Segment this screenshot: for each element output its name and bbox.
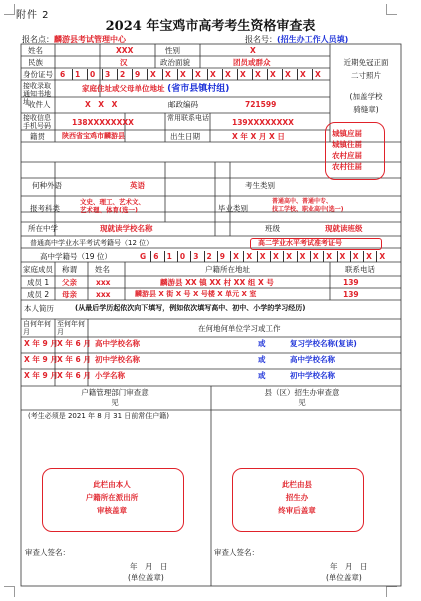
digit-cell: X: [180, 70, 186, 79]
household-review-text: [42, 478, 182, 517]
label-political: 政治面貌: [160, 58, 190, 67]
county-review-line: 终审后盖章: [278, 506, 316, 515]
digit-cell: G: [140, 252, 147, 261]
resume-where: 初中学校名称: [95, 355, 140, 364]
county-date: 年 月 日: [330, 562, 368, 571]
digit-divider: [237, 69, 238, 80]
label-notice-addr: 接收录取通知书地址: [23, 82, 51, 106]
digit-divider: [204, 251, 205, 262]
digit-cell: X: [352, 252, 359, 261]
digit-divider: [297, 251, 298, 262]
household-review-line: 此栏由本人: [93, 480, 131, 489]
grad-cat-line: 技工学校、职业高中(选一): [272, 206, 344, 213]
resume-to: X 年 6 月: [57, 355, 91, 364]
family-member-2-address: 麟游县 X 街 X 号 X 号楼 X 单元 X 室: [135, 290, 257, 298]
resume-alt: 初中学校名称: [290, 371, 335, 380]
resume-to: X 年 6 月: [57, 339, 91, 348]
digit-cell: X: [326, 252, 332, 261]
county-review-line: 此栏由县: [282, 480, 312, 489]
digit-cell: X: [312, 252, 319, 261]
photo-label-line: 近期免冠正面: [343, 58, 389, 67]
value-birthday: X 年 X 月 X 日: [232, 132, 285, 141]
resume-or: 或: [258, 371, 266, 380]
digit-cell: X: [165, 70, 171, 79]
digit-divider: [87, 69, 88, 80]
resume-where: 高中学校名称: [95, 339, 140, 348]
label-relation: 称谓: [62, 265, 77, 274]
digit-divider: [162, 69, 163, 80]
exam-category-list: [332, 128, 362, 172]
resume-from: X 年 9 月: [24, 355, 58, 364]
digit-divider: [312, 69, 313, 80]
digit-divider: [132, 69, 133, 80]
digit-cell: X: [299, 252, 306, 261]
digit-divider: [150, 251, 151, 262]
digit-divider: [282, 69, 283, 80]
family-member-2-relation: 母亲: [62, 290, 77, 299]
county-seal: (单位盖章): [326, 573, 362, 582]
digit-cell: X: [270, 70, 276, 79]
digit-cell: 2: [206, 252, 212, 261]
digit-cell: X: [225, 70, 231, 79]
family-member-row-1-label: 成员 1: [27, 278, 50, 287]
resume-from: X 年 9 月: [24, 339, 58, 348]
digit-divider: [252, 69, 253, 80]
apply-cat-line: 艺术理、体育(选一): [80, 206, 138, 214]
photo-area-label: [336, 56, 396, 116]
digit-divider: [177, 251, 178, 262]
digit-cell: 1: [166, 252, 172, 261]
label-student-no: 高中学籍号（19 位）: [40, 252, 112, 261]
digit-cell: X: [246, 252, 253, 261]
family-member-1-phone: 139: [343, 278, 359, 287]
label-birthday: 出生日期: [170, 132, 200, 141]
label-grad-cat: 毕业类别: [218, 204, 248, 213]
digit-divider: [283, 251, 284, 262]
attachment-label: 附件 2: [16, 10, 50, 21]
family-member-2-phone: 139: [343, 290, 359, 299]
label-foreign-lang: 何种外语: [32, 181, 62, 190]
digit-divider: [217, 251, 218, 262]
digit-cell: 6: [60, 70, 66, 79]
family-member-row-2-label: 成员 2: [27, 290, 50, 299]
label-resume: 本人简历: [24, 304, 54, 313]
digit-divider: [190, 251, 191, 262]
digit-cell: X: [339, 252, 346, 261]
resume-from: X 年 9 月: [24, 371, 58, 380]
digit-divider: [102, 69, 103, 80]
digit-cell: X: [259, 252, 266, 261]
value-apply-cat: [80, 198, 145, 214]
digit-cell: 0: [179, 252, 186, 261]
county-reviewer-label: 审查人签名：: [214, 548, 259, 557]
value-origin: 陕西省宝鸡市麟游县: [62, 132, 125, 140]
label-school: 所在中学: [28, 224, 58, 233]
label-common-phone: 常用联系电话: [167, 114, 209, 122]
value-common-phone: 139XXXXXXXX: [232, 118, 294, 127]
site-label: 报名点：: [22, 35, 54, 44]
digit-divider: [164, 251, 165, 262]
household-seal: (单位盖章): [128, 573, 164, 582]
label-county-office: 县（区）招生办审查意见: [264, 388, 340, 407]
digit-cell: X: [286, 252, 293, 261]
digit-cell: 3: [105, 70, 111, 79]
family-member-1-address: 麟游县 XX 镇 XX 村 XX 组 X 号: [160, 278, 274, 287]
site-value: 麟游县考试管理中心: [54, 35, 126, 44]
digit-divider: [207, 69, 208, 80]
digit-cell: X: [366, 252, 372, 261]
apply-cat-line: 文史、理工、艺术文、: [80, 198, 145, 206]
digit-divider: [363, 251, 364, 262]
exam-category-option: 城镇往届: [332, 140, 362, 149]
label-member-name: 姓名: [95, 265, 110, 274]
digit-divider: [350, 251, 351, 262]
label-from: 自何年何月: [23, 320, 51, 336]
label-household-office: 户籍管理部门审查意见: [81, 388, 149, 407]
value-nation: 汉: [120, 58, 128, 67]
digit-cell: X: [300, 70, 306, 79]
value-class: 现就读班级: [325, 224, 363, 233]
regno-label: 报名号：: [245, 35, 277, 44]
resume-alt: 复习学校名称(复读): [290, 339, 357, 348]
label-phone: 接收信息手机号码: [23, 114, 51, 130]
digit-divider: [297, 69, 298, 80]
digit-cell: X: [233, 252, 239, 261]
digit-divider: [117, 69, 118, 80]
label-family: 家庭成员: [23, 265, 53, 274]
digit-divider: [323, 251, 324, 262]
household-review-line: 审核盖章: [97, 506, 127, 515]
resume-or: 或: [258, 339, 266, 348]
value-postcode: 721599: [245, 100, 277, 109]
label-receiver: 收件人: [28, 100, 51, 109]
value-name: XXX: [116, 46, 134, 55]
value-academic-no: 高二学业水平考试准考证号: [258, 239, 342, 247]
digit-cell: 9: [219, 252, 226, 261]
digit-cell: 1: [75, 70, 81, 79]
digit-divider: [192, 69, 193, 80]
digit-cell: X: [150, 70, 156, 79]
household-review-line: 户籍所在派出所: [85, 493, 139, 502]
resume-alt: 高中学校名称: [290, 355, 335, 364]
digit-divider: [222, 69, 223, 80]
regno-value: (招生办工作人员填): [277, 35, 349, 44]
label-where: 在何地何单位学习或工作: [198, 324, 281, 333]
notice-addr-main: 家庭住址或父母单位地址: [82, 84, 165, 93]
resume-where: 小学名称: [95, 371, 125, 380]
digit-divider: [310, 251, 311, 262]
digit-divider: [376, 251, 377, 262]
digit-cell: 3: [193, 252, 199, 261]
digit-divider: [337, 251, 338, 262]
value-foreign-lang: 英语: [130, 181, 145, 190]
grad-cat-line: 普通高中、普通中专、: [272, 198, 333, 205]
notice-addr-detail: (省市县镇村组): [167, 84, 230, 94]
label-to: 至何年何月: [57, 320, 85, 336]
label-nation: 民族: [28, 58, 43, 67]
value-political: 团员或群众: [233, 58, 271, 67]
county-review-text: [232, 478, 362, 517]
value-notice-addr: [82, 84, 229, 94]
digit-cell: 2: [120, 70, 126, 79]
digit-cell: 6: [153, 252, 159, 261]
digit-cell: X: [285, 70, 291, 79]
digit-divider: [257, 251, 258, 262]
exam-category-option: 农村应届: [332, 151, 362, 160]
label-idcard: 身份证号: [23, 70, 53, 79]
page-title: 2024 年宝鸡市高考考生资格审查表: [105, 19, 316, 34]
digit-cell: X: [379, 252, 386, 261]
value-phone: 138XXXXXXXX: [72, 118, 134, 127]
photo-label-line: 骑缝章): [353, 105, 379, 114]
family-member-1-name: xxx: [96, 278, 111, 287]
label-academic-no: 普通高中学业水平考试考籍号（12 位）: [30, 239, 154, 247]
value-receiver: X X X: [85, 100, 118, 109]
resume-or: 或: [258, 355, 266, 364]
label-member-unit: 户籍所在地址: [205, 265, 250, 274]
digit-cell: 0: [90, 70, 96, 79]
household-date: 年 月 日: [130, 562, 168, 571]
resume-note: (从最后学历起依次向下填写，例如依次填写高中、初中、小学的学习经历): [75, 304, 306, 312]
digit-cell: X: [210, 70, 216, 79]
label-postcode: 邮政编码: [168, 100, 198, 109]
label-apply-cat: 报考科类: [30, 204, 60, 213]
digit-cell: 9: [135, 70, 141, 79]
photo-label-line: (加盖学校: [349, 92, 383, 101]
family-member-2-name: xxx: [96, 290, 111, 299]
photo-label-line: 二寸照片: [351, 71, 381, 80]
digit-divider: [270, 251, 271, 262]
exam-category-option: 农村往届: [332, 162, 362, 171]
label-member-phone: 联系电话: [345, 265, 375, 274]
digit-divider: [177, 69, 178, 80]
digit-divider: [147, 69, 148, 80]
digit-cell: X: [273, 252, 279, 261]
value-school: 现就读学校名称: [100, 224, 153, 233]
label-name: 姓名: [28, 46, 43, 55]
label-origin: 籍贯: [30, 132, 45, 141]
digit-divider: [267, 69, 268, 80]
resume-to: X 年 6 月: [57, 371, 91, 380]
digit-divider: [230, 251, 231, 262]
digit-divider: [72, 69, 73, 80]
label-sex: 性别: [165, 46, 180, 55]
family-member-1-relation: 父亲: [62, 278, 77, 287]
household-note: (考生必须是 2021 年 8 月 31 日前常住户籍): [28, 412, 169, 420]
exam-category-option: 城镇应届: [332, 129, 362, 138]
digit-cell: X: [255, 70, 261, 79]
county-review-line: 招生办: [285, 493, 309, 502]
household-reviewer-label: 审查人签名：: [25, 548, 70, 557]
digit-cell: X: [240, 70, 246, 79]
value-grad-cat: [272, 198, 344, 214]
digit-cell: X: [195, 70, 201, 79]
label-class: 班级: [265, 224, 280, 233]
digit-divider: [243, 251, 244, 262]
digit-cell: X: [315, 70, 321, 79]
value-sex: X: [250, 46, 256, 55]
label-exam-cat: 考生类别: [245, 181, 275, 190]
